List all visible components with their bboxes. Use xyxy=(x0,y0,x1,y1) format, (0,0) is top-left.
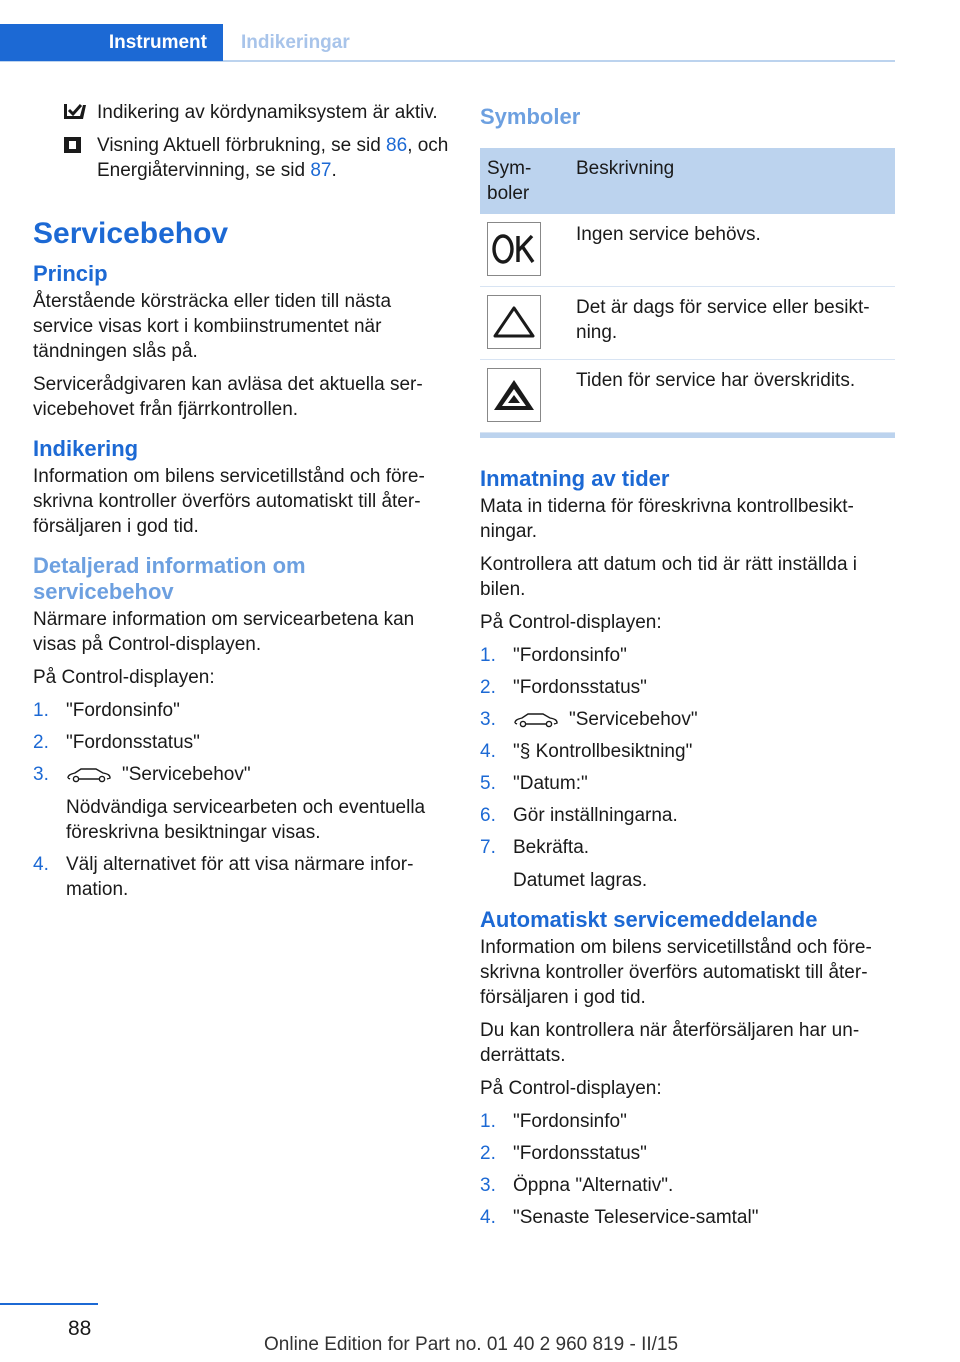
detail-heading: Detaljerad information om servicebehov xyxy=(33,553,306,604)
table-header-symbols: Symboler xyxy=(480,148,569,214)
list-item: 4. "§ Kontrollbesiktning" xyxy=(480,741,693,762)
indicator1-text: Indikering av kördynamiksystem är aktiv. xyxy=(97,102,438,123)
auto-steps xyxy=(480,1109,896,1230)
symbols-title: Symboler xyxy=(480,104,581,129)
princip-paragraph-1: Återstående körsträcka eller tiden till nästa service visas kort i kombiinstrumentet när tändningen slås på. xyxy=(33,291,392,362)
step-note: Nödvändiga servicearbeten och eventuella föreskrivna besiktningar visas. xyxy=(66,797,426,843)
footer-rule xyxy=(0,1303,98,1305)
princip-heading: Princip xyxy=(33,261,108,286)
indikering-heading: Indikering xyxy=(33,436,139,461)
indicator2-text: Visning Aktuell förbrukning, se sid 86, och Energiåtervinning, se sid 87. xyxy=(97,135,449,181)
list-item: 2. "Fordonsstatus" xyxy=(33,732,200,753)
footer-edition: Online Edition for Part no. 01 40 2 960 819 - II/15 xyxy=(264,1334,679,1355)
table-header-description: Beskrivning xyxy=(569,148,895,214)
tider-steps xyxy=(480,643,896,893)
page-title: Servicebehov xyxy=(33,217,229,250)
ok-icon xyxy=(487,222,541,276)
indikering-paragraph: Information om bilens servicetillstånd och föreskrivna kontroller överförs automatiskt till återförsäljaren i god tid. xyxy=(33,466,425,537)
step-note: Datumet lagras. xyxy=(513,870,648,891)
symbols-table xyxy=(480,148,895,433)
list-item: 4. Välj alternativet för att visa närmare information. xyxy=(33,854,414,900)
indicator-row-dynamics xyxy=(33,100,449,125)
table-footer-bar xyxy=(480,433,895,438)
row-description: Ingen service behövs. xyxy=(569,214,895,287)
car-icon xyxy=(513,712,559,728)
right-column xyxy=(480,100,896,1242)
warning-triangle-icon xyxy=(487,295,541,349)
overdue-triangle-icon xyxy=(487,368,541,422)
auto-paragraph-2: Du kan kontrollera när återförsäljaren har underrättats. xyxy=(480,1020,860,1066)
check-flag-icon xyxy=(63,103,87,121)
list-item: 3. Öppna "Alternativ". xyxy=(480,1175,674,1196)
tider-paragraph-2: Kontrollera att datum och tid är rätt inställda i bilen. xyxy=(480,554,858,600)
list-item: 2. "Fordonsstatus" xyxy=(480,677,647,698)
list-item: 6. Gör inställningarna. xyxy=(480,805,678,826)
list-item: 1. "Fordonsinfo" xyxy=(33,700,180,721)
row-description: Det är dags för service eller besiktning. xyxy=(569,287,895,360)
page-header xyxy=(0,24,895,62)
tider-paragraph-1: Mata in tiderna för föreskrivna kontrollbesiktningar. xyxy=(480,496,854,542)
tider-heading: Inmatning av tider xyxy=(480,466,670,491)
page-link-86[interactable]: 86 xyxy=(386,135,408,156)
list-item: 5. "Datum:" xyxy=(480,773,588,794)
list-item: 3. "Servicebehov" Nödvändiga servicearbeten och eventuella föreskrivna besiktningar visas. xyxy=(33,762,449,845)
page-link-87[interactable]: 87 xyxy=(310,160,332,181)
car-icon xyxy=(66,767,112,783)
detail-paragraph-1: Närmare information om servicearbetena kan visas på Control-displayen. xyxy=(33,609,415,655)
list-item: 1. "Fordonsinfo" xyxy=(480,1111,627,1132)
tab-instrument[interactable] xyxy=(0,24,223,61)
list-item: 2. "Fordonsstatus" xyxy=(480,1143,647,1164)
list-item: 3. "Servicebehov" xyxy=(480,709,698,730)
tider-paragraph-3: På Control-displayen: xyxy=(480,612,662,633)
auto-paragraph-3: På Control-displayen: xyxy=(480,1078,662,1099)
detail-paragraph-2: På Control-displayen: xyxy=(33,667,215,688)
table-row xyxy=(480,287,895,360)
princip-paragraph-2: Servicerådgivaren kan avläsa det aktuella servicebehovet från fjärrkontrollen. xyxy=(33,374,423,420)
indicator-row-consumption xyxy=(33,133,449,183)
page-number: 88 xyxy=(68,1317,92,1340)
square-icon xyxy=(63,136,87,154)
detail-steps xyxy=(33,698,449,902)
list-item: 4. "Senaste Teleservice-samtal" xyxy=(480,1207,759,1228)
auto-paragraph-1: Information om bilens servicetillstånd och föreskrivna kontroller överförs automatiskt till återförsäljaren i god tid. xyxy=(480,937,872,1008)
list-item: 1. "Fordonsinfo" xyxy=(480,645,627,666)
auto-heading: Automatiskt servicemeddelande xyxy=(480,907,818,932)
table-row xyxy=(480,214,895,287)
row-description: Tiden för service har överskridits. xyxy=(569,360,895,433)
tab-indikeringar[interactable]: Indikeringar xyxy=(241,32,350,53)
left-column xyxy=(33,100,449,914)
table-row xyxy=(480,360,895,433)
tab-instrument-label: Instrument xyxy=(108,32,207,53)
list-item: 7. Bekräfta. Datumet lagras. xyxy=(480,837,648,891)
